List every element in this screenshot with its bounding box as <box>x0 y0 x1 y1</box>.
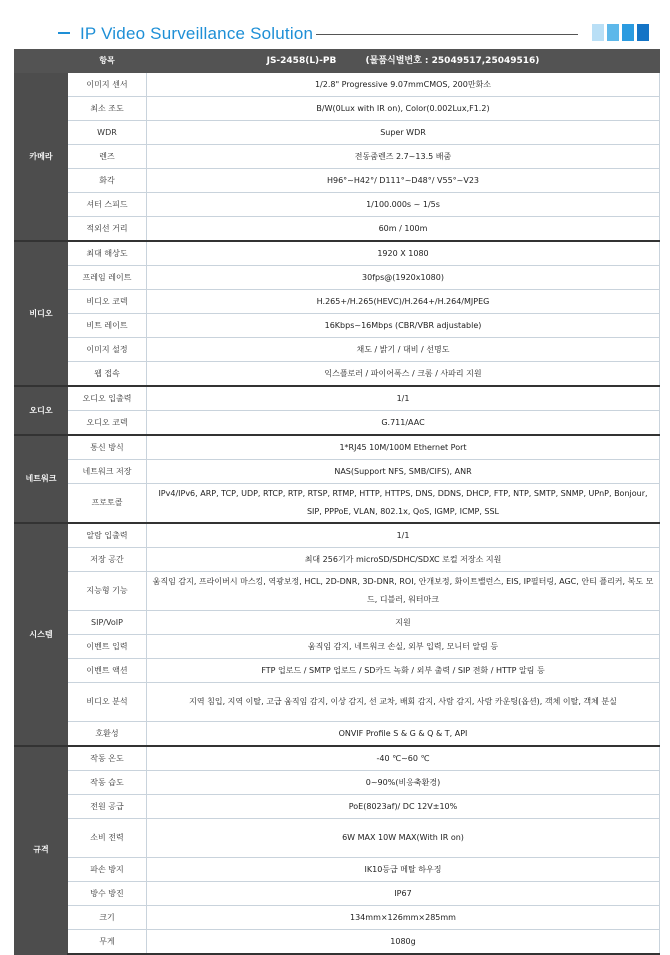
row-value: NAS(Support NFS, SMB/CIFS), ANR <box>147 460 660 484</box>
spec-table <box>14 49 660 955</box>
table-row <box>15 435 660 460</box>
table-row <box>15 217 660 242</box>
row-label: 소비 전력 <box>68 819 147 858</box>
row-value: 움직임 감지, 네트워크 손실, 외부 입력, 모니터 알림 등 <box>147 635 660 659</box>
row-value: 1/1 <box>147 523 660 548</box>
row-label: 화각 <box>68 169 147 193</box>
row-label: 웹 접속 <box>68 362 147 387</box>
row-label: 프레임 레이트 <box>68 266 147 290</box>
row-value: FTP 업로드 / SMTP 업로드 / SD카드 녹화 / 외부 출력 / SIP 전화 / HTTP 알림 등 <box>147 659 660 683</box>
row-label: 작동 습도 <box>68 771 147 795</box>
row-value: 전동줌렌즈 2.7~13.5 배줌 <box>147 145 660 169</box>
table-row <box>15 795 660 819</box>
row-value: 지역 침입, 지역 이탈, 고급 움직임 감지, 이상 감지, 선 교차, 배회 감지, 사람 감지, 사람 카운팅(옵션), 객체 이탈, 객체 분실 <box>147 683 660 722</box>
row-value: -40 ℃~60 ℃ <box>147 746 660 771</box>
table-row <box>15 683 660 722</box>
table-row <box>15 266 660 290</box>
table-header-row <box>15 50 660 73</box>
page-header <box>0 0 670 48</box>
row-label: 이미지 센서 <box>68 73 147 97</box>
row-label: 이미지 설정 <box>68 338 147 362</box>
row-value: 최대 256기가 microSD/SDHC/SDXC 로컬 저장소 지원 <box>147 548 660 572</box>
table-row <box>15 819 660 858</box>
row-value: IPv4/IPv6, ARP, TCP, UDP, RTCP, RTP, RTSP, RTMP, HTTP, HTTPS, DNS, DDNS, DHCP, FTP, NTP, SMTP, SNMP, UPnP, Bonjour, SIP, PPPoE, VLAN, 802.1x, QoS, IGMP, ICMP, SSL <box>147 484 660 524</box>
item-id: (물품식별번호 : 25049517,25049516) <box>365 56 540 66</box>
category-cell: 네트워크 <box>15 435 68 523</box>
table-row <box>15 460 660 484</box>
row-label: 비디오 분석 <box>68 683 147 722</box>
row-value: 1/2.8" Progressive 9.07mmCMOS, 200만화소 <box>147 73 660 97</box>
category-cell: 오디오 <box>15 386 68 435</box>
row-value: 1*RJ45 10M/100M Ethernet Port <box>147 435 660 460</box>
row-value: H96°~H42°/ D111°~D48°/ V55°~V23 <box>147 169 660 193</box>
table-row <box>15 771 660 795</box>
row-label: 통신 방식 <box>68 435 147 460</box>
row-value: PoE(8023af)/ DC 12V±10% <box>147 795 660 819</box>
row-label: 전원 공급 <box>68 795 147 819</box>
table-row <box>15 121 660 145</box>
table-row <box>15 635 660 659</box>
row-label: 적외선 거리 <box>68 217 147 242</box>
row-value: Super WDR <box>147 121 660 145</box>
row-value: 60m / 100m <box>147 217 660 242</box>
row-label: 오디오 코덱 <box>68 411 147 436</box>
row-label: 이벤트 액션 <box>68 659 147 683</box>
table-row <box>15 241 660 266</box>
table-row <box>15 386 660 411</box>
header-dash <box>58 32 70 34</box>
table-row <box>15 572 660 611</box>
table-row <box>15 858 660 882</box>
model-name: JS-2458(L)-PB <box>266 56 337 66</box>
row-value: 6W MAX 10W MAX(With IR on) <box>147 819 660 858</box>
row-value: 1920 X 1080 <box>147 241 660 266</box>
table-row <box>15 145 660 169</box>
table-row <box>15 484 660 524</box>
table-row <box>15 73 660 97</box>
category-cell: 시스템 <box>15 523 68 746</box>
table-row <box>15 338 660 362</box>
row-value: 0~90%(비응축환경) <box>147 771 660 795</box>
row-value: 1/100.000s ~ 1/5s <box>147 193 660 217</box>
table-row <box>15 722 660 747</box>
row-label: SIP/VoIP <box>68 611 147 635</box>
header-model-cell <box>147 50 660 73</box>
header-square-icon <box>637 24 649 41</box>
header-item-label: 항목 <box>68 50 147 73</box>
row-label: 네트워크 저장 <box>68 460 147 484</box>
table-row <box>15 882 660 906</box>
row-value: 지원 <box>147 611 660 635</box>
table-row <box>15 659 660 683</box>
row-label: 무게 <box>68 930 147 955</box>
table-row <box>15 523 660 548</box>
category-cell: 규격 <box>15 746 68 954</box>
header-square-icon <box>592 24 604 41</box>
row-label: 최대 해상도 <box>68 241 147 266</box>
table-row <box>15 906 660 930</box>
table-row <box>15 548 660 572</box>
row-label: 알람 입출력 <box>68 523 147 548</box>
row-value: 134mm×126mm×285mm <box>147 906 660 930</box>
row-label: 비트 레이트 <box>68 314 147 338</box>
row-label: 작동 온도 <box>68 746 147 771</box>
row-value: 채도 / 밝기 / 대비 / 선명도 <box>147 338 660 362</box>
header-blank-cell <box>15 50 68 73</box>
row-label: 방수 방진 <box>68 882 147 906</box>
header-square-icon <box>622 24 634 41</box>
row-label: 렌즈 <box>68 145 147 169</box>
table-row <box>15 169 660 193</box>
row-label: 파손 방지 <box>68 858 147 882</box>
row-label: 지능형 기능 <box>68 572 147 611</box>
row-label: 최소 조도 <box>68 97 147 121</box>
row-label: 프로토콜 <box>68 484 147 524</box>
table-row <box>15 193 660 217</box>
row-label: 비디오 코덱 <box>68 290 147 314</box>
row-value: 익스플로러 / 파이어폭스 / 크롬 / 사파리 지원 <box>147 362 660 387</box>
row-value: ONVIF Profile S & G & Q & T, API <box>147 722 660 747</box>
row-value: B/W(0Lux with IR on), Color(0.002Lux,F1.2) <box>147 97 660 121</box>
table-row <box>15 930 660 955</box>
table-row <box>15 97 660 121</box>
header-square-icon <box>607 24 619 41</box>
header-title: IP Video Surveillance Solution <box>80 24 314 43</box>
row-value: IP67 <box>147 882 660 906</box>
table-row <box>15 314 660 338</box>
row-value: H.265+/H.265(HEVC)/H.264+/H.264/MJPEG <box>147 290 660 314</box>
row-label: 호환성 <box>68 722 147 747</box>
row-value: G.711/AAC <box>147 411 660 436</box>
row-label: WDR <box>68 121 147 145</box>
row-value: 1080g <box>147 930 660 955</box>
row-label: 저장 공간 <box>68 548 147 572</box>
row-label: 셔터 스피드 <box>68 193 147 217</box>
row-value: 1/1 <box>147 386 660 411</box>
row-label: 크기 <box>68 906 147 930</box>
table-row <box>15 362 660 387</box>
table-row <box>15 746 660 771</box>
table-row <box>15 290 660 314</box>
table-row <box>15 411 660 436</box>
row-value: 움직임 감지, 프라이버시 마스킹, 역광보정, HCL, 2D-DNR, 3D-DNR, ROI, 안개보정, 화이트밸런스, EIS, IP필터링, AGC, 안티 플리커, 복도 모드, 디블러, 워터마크 <box>147 572 660 611</box>
category-cell: 비디오 <box>15 241 68 386</box>
row-value: IK10등급 메탈 하우징 <box>147 858 660 882</box>
header-rule <box>316 34 578 35</box>
category-cell: 카메라 <box>15 73 68 242</box>
row-value: 30fps@(1920x1080) <box>147 266 660 290</box>
row-label: 오디오 입출력 <box>68 386 147 411</box>
table-row <box>15 611 660 635</box>
row-value: 16Kbps~16Mbps (CBR/VBR adjustable) <box>147 314 660 338</box>
row-label: 이벤트 입력 <box>68 635 147 659</box>
